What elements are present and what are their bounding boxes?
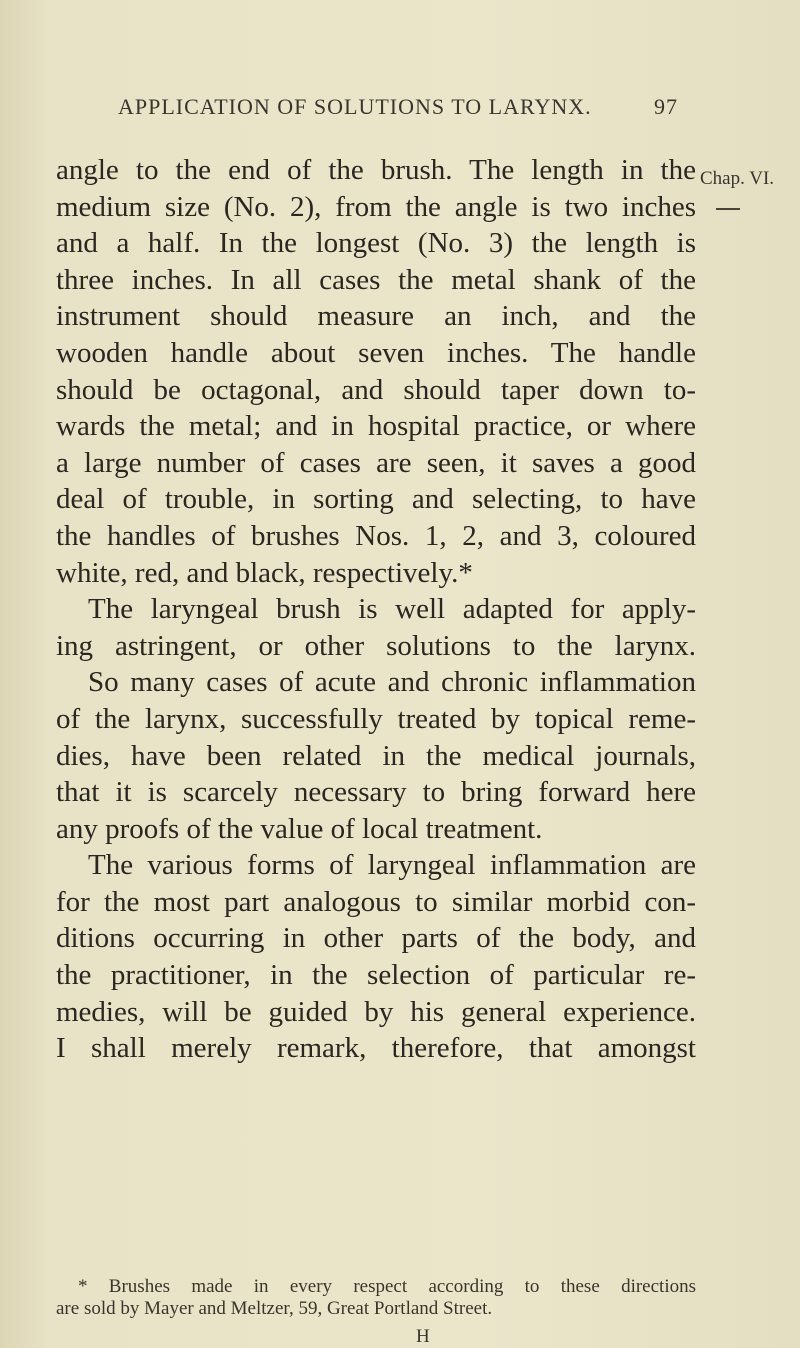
text-line: a large number of cases are seen, it saves a good: [56, 446, 696, 479]
text-line: ditions occurring in other parts of the body, and: [56, 922, 696, 955]
text-line: and a half. In the longest (No. 3) the length is: [56, 227, 696, 260]
text-line: should be octagonal, and should taper down to-: [56, 373, 696, 406]
text-line: of the larynx, successfully treated by topical reme-: [56, 702, 696, 735]
page-number: 97: [654, 94, 678, 119]
text-line: dies, have been related in the medical journals,: [56, 739, 696, 772]
text-line: medium size (No. 2), from the angle is two inches: [56, 190, 696, 223]
text-line: angle to the end of the brush. The length in the: [56, 154, 696, 186]
text-line: instrument should measure an inch, and the: [56, 300, 696, 333]
text-line: white, red, and black, respectively.*: [56, 556, 473, 589]
text-line: any proofs of the value of local treatment.: [56, 812, 543, 845]
text-line: So many cases of acute and chronic inflammation: [88, 666, 696, 699]
chapter-margin-note: Chap. VI.: [700, 168, 775, 189]
text-line: The laryngeal brush is well adapted for apply-: [88, 593, 696, 626]
text-line: wooden handle about seven inches. The handle: [56, 336, 696, 369]
footnote-line: are sold by Mayer and Meltzer, 59, Great Portland Street.: [56, 1298, 493, 1319]
footnote: [56, 1276, 696, 1320]
text-line: ing astringent, or other solutions to the larynx.: [56, 629, 696, 662]
body-text: [56, 152, 696, 1067]
signature-mark: H: [416, 1326, 430, 1347]
text-line: deal of trouble, in sorting and selecting, to have: [56, 483, 696, 516]
running-title: APPLICATION OF SOLUTIONS TO LARYNX.: [118, 94, 592, 119]
text-line: I shall merely remark, therefore, that amongst: [56, 1032, 696, 1065]
margin-dash: [716, 208, 740, 210]
text-line: three inches. In all cases the metal shank of the: [56, 263, 696, 296]
text-line: wards the metal; and in hospital practice, or where: [56, 410, 696, 443]
text-line: the practitioner, in the selection of particular re-: [56, 959, 696, 992]
text-line: that it is scarcely necessary to bring forward here: [56, 776, 696, 809]
text-line: the handles of brushes Nos. 1, 2, and 3, coloured: [56, 519, 696, 552]
text-line: for the most part analogous to similar morbid con-: [56, 885, 696, 918]
text-line: The various forms of laryngeal inflammation are: [88, 849, 696, 882]
text-line: medies, will be guided by his general experience.: [56, 995, 696, 1028]
footnote-line: * Brushes made in every respect according to these directions: [78, 1276, 696, 1297]
running-head: [118, 94, 678, 120]
